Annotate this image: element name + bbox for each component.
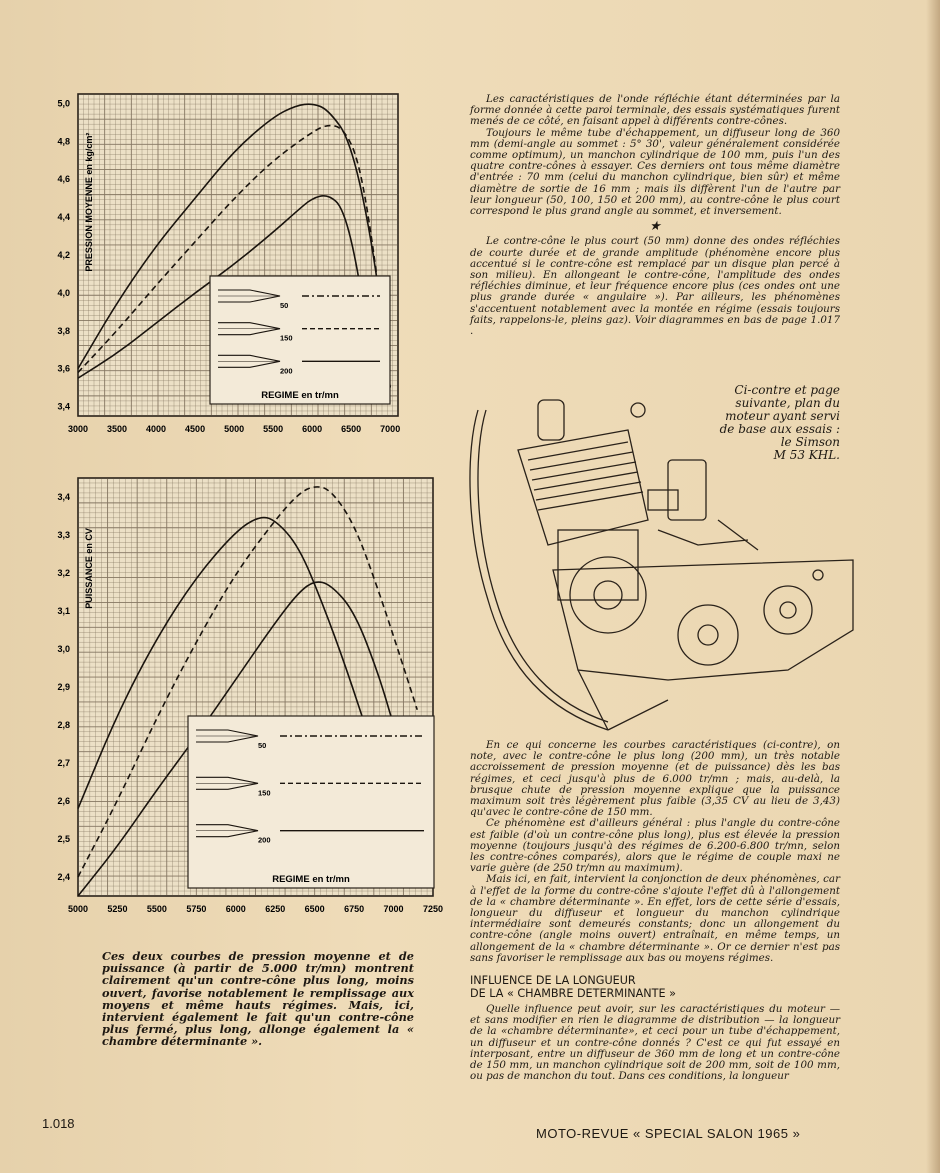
x-tick-label: 5750 bbox=[186, 904, 207, 914]
legend-label: 200 bbox=[258, 835, 271, 845]
engine-caption-line: Ci-contre et page bbox=[734, 383, 840, 397]
x-tick-label: 5250 bbox=[107, 904, 128, 914]
y-tick-label: 3,0 bbox=[57, 644, 70, 654]
col4-paragraphs bbox=[470, 1004, 840, 1082]
y-tick-label: 3,6 bbox=[57, 363, 70, 374]
paragraph: Les caractéristiques de l'onde réfléchie étant déterminées par la forme donnée à cette paroi terminale, des essais systématiques furent menés de ce côté, en faisant appel à différents contre-cônes. bbox=[470, 93, 840, 128]
y-axis-label: PRESSION MOYENNE en kg/cm² bbox=[84, 132, 94, 272]
pressure-chart bbox=[40, 86, 400, 436]
x-tick-label: 6500 bbox=[341, 424, 362, 434]
x-axis-label: REGIME en tr/mn bbox=[272, 874, 350, 885]
paragraph: Mais ici, en fait, intervient la conjonction de deux phénomènes, car à l'effet de la forme du contre-cône s'ajoute l'effet dû à l'allongement de la « chambre déterminante ». En effet, lors de cette série d'essais, longueur du diffuseur et longueur du manchon cylindrique intermédiaire sont demeurés constants; donc un allongement du contre-cône (angle moins ouvert) entraînait, en même temps, un allongement de la « chambre déterminante ». Or ce dernier n'est pas sans favoriser le remplissage aux bas ou moyens régimes. bbox=[470, 873, 840, 964]
x-tick-label: 4000 bbox=[146, 424, 167, 434]
legend-label: 50 bbox=[258, 741, 267, 750]
y-tick-label: 2,4 bbox=[57, 872, 70, 882]
y-tick-label: 2,8 bbox=[57, 720, 70, 730]
y-tick-label: 2,7 bbox=[57, 758, 70, 768]
paragraph: Le contre-cône le plus court (50 mm) donne des ondes réfléchies de courte durée et de grande amplitude (phénomène encore plus accentué si le contre-cône est remplacé par un disque plan percé à son milieu). En allongeant le contre-cône, l'amplitude des ondes réfléchies diminue, et leur fréquence encore plus (ces ondes ont une plus grande durée « angulaire »). Par ailleurs, les phénomènes s'accentuent notablement avec la montée en régime (essais toujours faits, rappelons-le, pleins gaz). Voir diagrammes en bas de page 1.017 . bbox=[470, 235, 840, 338]
x-tick-label: 4500 bbox=[185, 424, 206, 434]
x-tick-label: 5500 bbox=[146, 904, 167, 914]
x-tick-label: 3000 bbox=[67, 424, 89, 434]
y-tick-label: 3,3 bbox=[57, 530, 70, 540]
text-column-top bbox=[470, 94, 840, 337]
y-tick-label: 5,0 bbox=[57, 98, 70, 109]
engine-caption-line: M 53 KHL. bbox=[773, 448, 840, 462]
engine-caption-line: suivante, plan du bbox=[735, 396, 840, 410]
x-axis-label: REGIME en tr/mn bbox=[261, 390, 339, 401]
paragraph: En ce qui concerne les courbes caractéristiques (ci-contre), on note, avec le contre-cône le plus long (200 mm), un très notable accroissement de pression moyenne (et de puissance) dès les bas régimes, et ceci jusqu'à plus de 6.000 tr/mn ; mais, au-delà, la brusque chute de pression moyenne explique que la puissance maximum soit très légèrement plus faible (3,35 CV au lieu de 3,43) qu'avec le contre-cône de 150 mm. bbox=[470, 739, 840, 819]
paragraph: Toujours le même tube d'échappement, un diffuseur long de 360 mm (demi-angle au sommet : 5° 30', valeur généralement considérée comme optimum), un manchon cylindrique de 100 mm, puis l'un des quatre contre-cônes à essayer. Ces derniers ont tous même diamètre d'entrée : 70 mm (celui du manchon cylindrique, bien sûr) et même diamètre de sortie de 16 mm ; mais ils diffèrent l'un de l'autre par leur longueur (50, 100, 150 et 200 mm), au contre-cône le plus court correspond le plus grand angle au sommet, et inversement. bbox=[470, 126, 840, 218]
col3-paragraphs bbox=[470, 740, 840, 964]
col1-paragraphs bbox=[470, 94, 840, 217]
legend-label: 50 bbox=[280, 301, 289, 310]
footer-title: MOTO-REVUE « SPECIAL SALON 1965 » bbox=[536, 1126, 801, 1141]
col2-paragraphs bbox=[470, 236, 840, 337]
paragraph: Quelle influence peut avoir, sur les caractéristiques du moteur — et sans modifier en rien le diagramme de distribution — la longueur de la «chambre déterminante», et ceci pour un tube d'échappement, un diffuseur et un contre-cône donnés ? C'est ce qui fut essayé en interposant, entre un diffuseur de 360 mm de long et un contre-cône de 150 mm, un manchon cylindrique soit de 200 mm, soit de 100 mm, ou pas de manchon du tout. Dans ces conditions, la longueur bbox=[470, 1003, 840, 1083]
y-tick-label: 3,1 bbox=[57, 606, 70, 616]
y-tick-label: 4,0 bbox=[57, 287, 70, 298]
x-tick-label: 6500 bbox=[304, 904, 325, 914]
legend-label: 150 bbox=[258, 788, 271, 798]
section-subhead bbox=[470, 974, 830, 1000]
x-tick-label: 7000 bbox=[380, 424, 401, 434]
legend-box bbox=[210, 276, 390, 404]
x-tick-label: 5500 bbox=[263, 424, 284, 434]
x-tick-label: 6250 bbox=[265, 904, 286, 914]
text-column-mid bbox=[470, 740, 840, 964]
separator-star: ★ bbox=[649, 219, 661, 235]
x-tick-label: 3500 bbox=[107, 424, 128, 434]
legend-label: 150 bbox=[280, 333, 293, 343]
paragraph: Ce phénomène est d'ailleurs général : plus l'angle du contre-cône est faible (d'où un contre-cône plus long), plus est élevée la pression moyenne (toujours jusqu'à des régimes de 6.200-6.800 tr/mn, selon les contre-cônes comparés), alors que le régime de couple maxi ne varie guère (de 250 tr/mn au maximum). bbox=[470, 817, 840, 875]
y-tick-label: 4,6 bbox=[57, 174, 70, 185]
y-tick-label: 3,4 bbox=[57, 401, 70, 412]
x-tick-label: 5000 bbox=[67, 904, 89, 914]
x-tick-label: 5000 bbox=[224, 424, 245, 434]
engine-caption-line: moteur ayant servi bbox=[725, 409, 840, 423]
y-tick-label: 3,2 bbox=[57, 568, 70, 578]
y-tick-label: 3,8 bbox=[57, 325, 70, 336]
y-axis-label: PUISSANCE en CV bbox=[84, 528, 94, 609]
y-tick-label: 3,4 bbox=[57, 492, 70, 502]
subhead-line: DE LA « CHAMBRE DETERMINANTE » bbox=[470, 987, 676, 1000]
y-tick-label: 2,6 bbox=[57, 796, 70, 806]
legend-label: 200 bbox=[280, 366, 293, 376]
x-tick-label: 6000 bbox=[225, 904, 246, 914]
y-tick-label: 4,2 bbox=[57, 250, 70, 260]
engine-caption-line: de base aux essais : bbox=[719, 422, 840, 436]
text-column-bottom bbox=[470, 1004, 840, 1082]
y-tick-label: 2,9 bbox=[57, 682, 70, 692]
engine-caption-line: le Simson bbox=[780, 435, 840, 449]
power-chart bbox=[40, 470, 444, 920]
x-tick-label: 6000 bbox=[302, 424, 323, 434]
x-tick-label: 7250 bbox=[422, 904, 444, 914]
page-number: 1.018 bbox=[42, 1116, 75, 1131]
y-tick-label: 4,8 bbox=[57, 136, 70, 147]
y-tick-label: 2,5 bbox=[57, 834, 70, 844]
subhead-line: INFLUENCE DE LA LONGUEUR bbox=[470, 974, 636, 987]
charts-caption: Ces deux courbes de pression moyenne et de puissance (à partir de 5.000 tr/mn) montrent clairement qu'un contre-cône plus long, moins ouvert, favorise notablement le remplissage aux moyens et même hauts régimes. Mais, ici, intervient également le fait qu'un contre-cône plus fermé, plus long, allonge également la « chambre déterminante ». bbox=[102, 949, 414, 1049]
x-tick-label: 6750 bbox=[344, 904, 365, 914]
engine-caption bbox=[700, 384, 840, 462]
x-tick-label: 7000 bbox=[383, 904, 404, 914]
y-tick-label: 4,4 bbox=[57, 212, 70, 223]
page-edge-shadow bbox=[926, 0, 940, 1173]
